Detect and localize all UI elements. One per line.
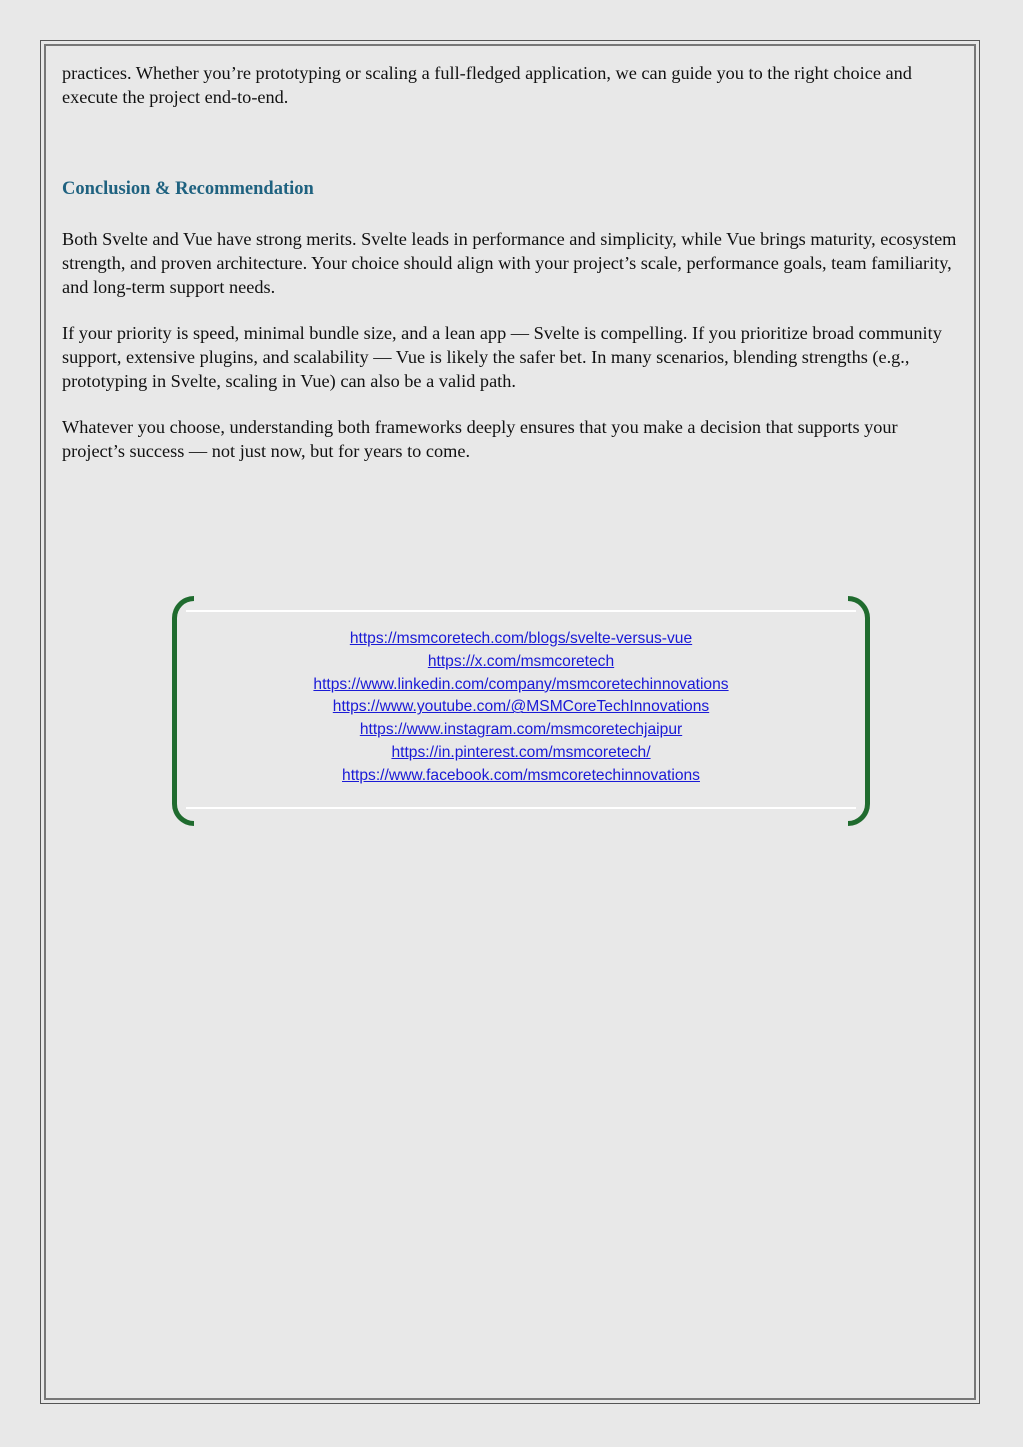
right-bracket-decoration	[848, 596, 870, 826]
link-pinterest[interactable]: https://in.pinterest.com/msmcoretech/	[391, 743, 651, 761]
body-paragraph-2: If your priority is speed, minimal bundle size, and a lean app — Svelte is compelling. If you prioritize broad community support, extensive plugins, and scalability — Vue is likely the safer bet. In many scenarios, blending strengths (e.g., prototyping in Svelte, scaling in Vue) can also be a valid path.	[62, 323, 942, 391]
section-heading: Conclusion & Recommendation	[62, 179, 314, 200]
body-paragraph-1: Both Svelte and Vue have strong merits. Svelte leads in performance and simplicity, while Vue brings maturity, ecosystem strength, and proven architecture. Your choice should align with your project’s scale, performance goals, team familiarity, and long-term support needs.	[62, 229, 957, 297]
bottom-divider	[186, 807, 856, 809]
link-instagram[interactable]: https://www.instagram.com/msmcoretechjaipur	[359, 721, 683, 739]
link-blog-article[interactable]: https://msmcoretech.com/blogs/svelte-versus-vue	[349, 630, 693, 647]
links-box	[172, 596, 870, 826]
left-bracket-decoration	[172, 596, 194, 826]
links-list	[194, 628, 848, 788]
body-paragraph-3: Whatever you choose, understanding both frameworks deeply ensures that you make a decision that supports your project’s success — not just now, but for years to come.	[62, 417, 898, 462]
document-body	[62, 62, 962, 464]
top-divider	[186, 610, 856, 612]
link-linkedin[interactable]: https://www.linkedin.com/company/msmcoretechinnovations	[313, 675, 729, 693]
link-youtube[interactable]: https://www.youtube.com/@MSMCoreTechInnovations	[332, 698, 710, 716]
link-x[interactable]: https://x.com/msmcoretech	[427, 652, 615, 670]
intro-paragraph: practices. Whether you’re prototyping or scaling a full-fledged application, we can guide you to the right choice and execute the project end-to-end.	[62, 63, 912, 107]
link-facebook[interactable]: https://www.facebook.com/msmcoretechinnovations	[342, 766, 700, 784]
